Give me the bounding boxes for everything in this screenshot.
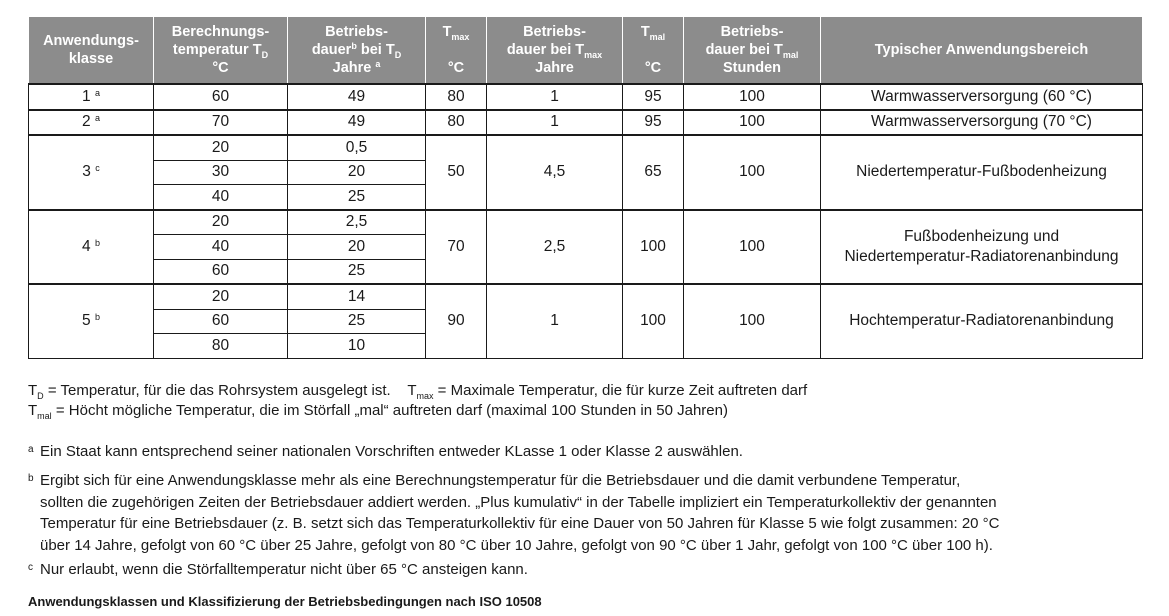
cell-tmax: 80 [426,84,487,110]
cell-td: 30 [154,160,288,185]
footnote-marker: c [28,562,33,573]
footnote-a [28,441,1153,463]
cell-dauer-td: 20 [288,160,426,185]
symbol-legend [28,381,807,421]
cell-tmal: 95 [623,110,684,136]
legend-line-1: $T_D$ = Temperatur, für die das Rohrsystem ausgelegt ist. $T_{max}$ = Maximale Temperatur, die für kurze Zeit auftreten darf [28,382,808,401]
table-row [29,84,1143,110]
cell-td: 60 [154,84,288,110]
cell-dauer-td: 25 [288,259,426,284]
legend-line-2: $T_{mal}$ = Höcht mögliche Temperatur, die im Störfall „mal“ auftreten darf (maximal 100 Stunden in 50 Jahren) [28,402,728,421]
table-row [29,210,1143,235]
cell-td: 40 [154,185,288,210]
cell-dauer-tmax: 2,5 [487,210,623,285]
cell-tmax: 70 [426,210,487,285]
cell-tmax: 90 [426,284,487,358]
cell-dauer-td: 25 [288,185,426,210]
cell-klasse: 1 $^a$ [29,84,154,110]
cell-tmax: 50 [426,135,487,210]
footnote-line: Ergibt sich für eine Anwendungsklasse mehr als eine Berechnungstemperatur für die Betriebsdauer und die damit verbundene Temperatur, [40,472,961,489]
footnote-c [28,559,1153,581]
footnote-line: Nur erlaubt, wenn die Störfalltemperatur nicht über 65 °C ansteigen kann. [40,561,528,578]
cell-dauer-tmax: 1 [487,110,623,136]
footnote-marker: b [28,473,34,484]
table-row [29,135,1143,160]
footnote-line: über 14 Jahre, gefolgt von 60 °C über 25 Jahre, gefolgt von 80 °C über 10 Jahre, gefolgt von 90 °C über 1 Jahr, gefolgt von 100 °C über 100 h). [40,536,993,554]
cell-dauer-td: 0,5 [288,135,426,160]
cell-dauer-tmax: 1 [487,284,623,358]
cell-tmax: 80 [426,110,487,136]
header-berechnungstemperatur: Berechnungs- temperatur $T_D$ °C [154,17,288,85]
cell-bereich: Warmwasserversorgung (70 °C) [821,110,1143,136]
cell-tmal: 100 [623,284,684,358]
cell-klasse: 4 $^b$ [29,210,154,285]
cell-dauer-td: 14 [288,284,426,309]
cell-tmal: 95 [623,84,684,110]
cell-td: 20 [154,284,288,309]
cell-dauer-td: 49 [288,84,426,110]
cell-td: 40 [154,235,288,260]
header-tmax: $T_{max}$ °C [426,17,487,85]
header-tmal: $T_{mal}$ °C [623,17,684,85]
cell-td: 60 [154,309,288,334]
cell-klasse: 5 $^b$ [29,284,154,358]
cell-dauer-tmal: 100 [684,110,821,136]
application-class-table [28,16,1143,359]
cell-bereich: Fußbodenheizung und Niedertemperatur-Radiatorenanbindung [821,210,1143,285]
footnote-line: Temperatur für eine Betriebsdauer (z. B. setzt sich das Temperaturkollektiv für eine Dauer von 50 Jahren für Klasse 5 wie folgt zusammen: 20 °C [40,515,1000,532]
footnote-marker: a [28,444,34,455]
cell-klasse: 2 $^a$ [29,110,154,136]
cell-dauer-td: 20 [288,235,426,260]
header-betriebsdauer-td: Betriebs- dauer$^b$ bei $T_D$ Jahre $^a$ [288,17,426,85]
cell-bereich: Niedertemperatur-Fußbodenheizung [821,135,1143,210]
table-row [29,110,1143,136]
cell-td: 60 [154,259,288,284]
cell-td: 70 [154,110,288,136]
cell-td: 80 [154,334,288,359]
footnote-line: sollten die zugehörigen Zeiten der Betriebsdauer addiert werden. „Plus kumulativ“ in der Tabelle impliziert ein Temperaturkollektiv der genannten [40,493,997,511]
footnote-b [28,470,1153,556]
header-betriebsdauer-tmax: Betriebs- dauer bei $T_{max}$ Jahre [487,17,623,85]
cell-dauer-tmal: 100 [684,84,821,110]
cell-dauer-tmal: 100 [684,135,821,210]
cell-tmal: 100 [623,210,684,285]
cell-dauer-td: 25 [288,309,426,334]
footnote-line: Ein Staat kann entsprechend seiner nationalen Vorschriften entweder KLasse 1 oder Klasse 2 auswählen. [40,443,743,460]
cell-td: 20 [154,210,288,235]
header-anwendungsklasse: Anwendungs- klasse [29,17,154,85]
cell-dauer-tmal: 100 [684,210,821,285]
header-anwendungsbereich: Typischer Anwendungsbereich [821,17,1143,85]
cell-bereich: Hochtemperatur-Radiatorenanbindung [821,284,1143,358]
cell-klasse: 3 $^c$ [29,135,154,210]
cell-dauer-td: 2,5 [288,210,426,235]
header-betriebsdauer-tmal: Betriebs- dauer bei $T_{mal}$ Stunden [684,17,821,85]
cell-tmal: 65 [623,135,684,210]
cell-dauer-tmax: 1 [487,84,623,110]
table-caption: Anwendungsklassen und Klassifizierung der Betriebsbedingungen nach ISO 10508 [28,594,542,609]
cell-dauer-tmal: 100 [684,284,821,358]
cell-bereich: Warmwasserversorgung (60 °C) [821,84,1143,110]
cell-dauer-tmax: 4,5 [487,135,623,210]
cell-dauer-td: 10 [288,334,426,359]
cell-td: 20 [154,135,288,160]
cell-dauer-td: 49 [288,110,426,136]
table-header-row [29,17,1143,85]
table-row [29,284,1143,309]
